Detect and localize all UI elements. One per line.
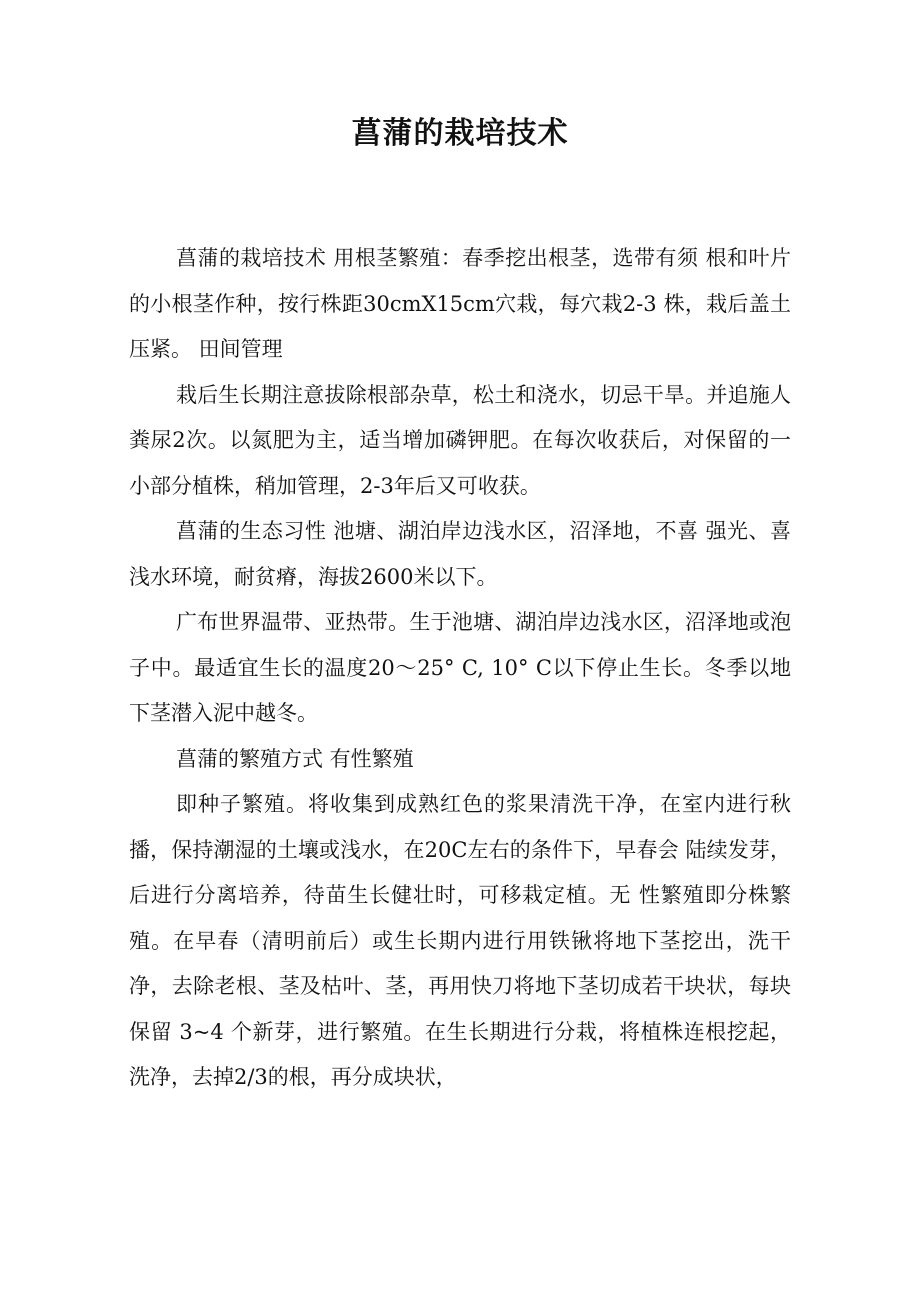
- paragraph-field-management: 栽后生长期注意拔除根部杂草，松土和浇水，切忌干旱。并追施人粪尿2次。以氮肥为主，适当增加磷钾肥。在每次收获后，对保留的一小部分植株，稍加管理，2-3年后又可收获。: [129, 382, 791, 498]
- paragraph-distribution: 广布世界温带、亚热带。生于池塘、湖泊岸边浅水区，沼泽地或泡子中。最适宜生长的温度20～25° C, 10° C以下停止生长。冬季以地下茎潜入泥中越冬。: [129, 610, 791, 725]
- document-body: [129, 236, 791, 1101]
- document-title: 菖蒲的栽培技术: [351, 116, 569, 151]
- paragraph-propagation-intro: 菖蒲的栽培技术 用根茎繁殖：春季挖出根茎，选带有须 根和叶片的小根茎作种，按行株距30cmX15cm穴栽，每穴栽2-3 株，栽后盖土压紧。 田间管理: [129, 246, 791, 361]
- paragraph-propagation-methods: 菖蒲的繁殖方式 有性繁殖: [176, 746, 414, 771]
- paragraph-ecology: 菖蒲的生态习性 池塘、湖泊岸边浅水区，沼泽地，不喜 强光、喜浅水环境，耐贫瘠，海拔2600米以下。: [129, 519, 791, 589]
- paragraph-seed-and-division: 即种子繁殖。将收集到成熟红色的浆果清洗干净，在室内进行秋播，保持潮湿的土壤或浅水，在20C左右的条件下，早春会 陆续发芽，后进行分离培养，待苗生长健壮时，可移栽定植。无 性繁殖即分株繁殖。在早春（清明前后）或生长期内进行用铁锹将地下茎挖出，洗干净，去除老根、茎及枯叶、茎，再用快刀将地下茎切成若干块状，每块保留 3~4 个新芽，进行繁殖。在生长期进行分栽，将植株连根挖起，洗净，去掉2/3的根，再分成块状，: [129, 792, 791, 1089]
